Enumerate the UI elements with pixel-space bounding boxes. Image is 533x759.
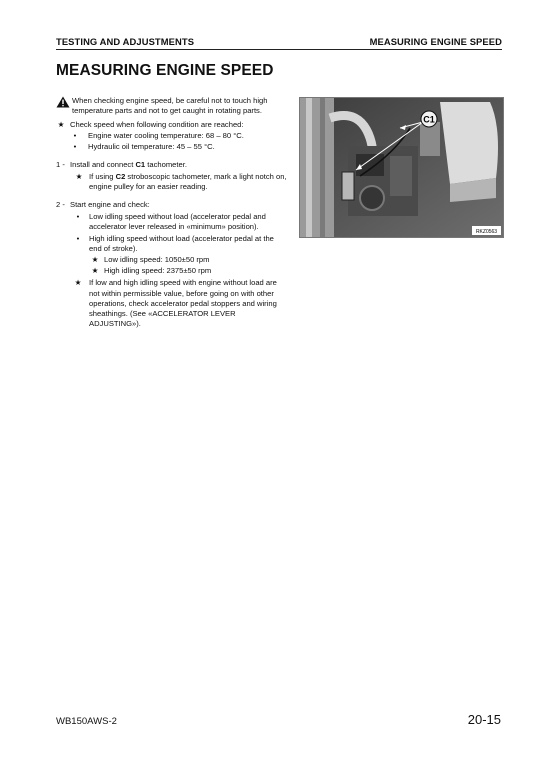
star-icon: ★ [75, 171, 83, 181]
page-title: MEASURING ENGINE SPEED [56, 62, 274, 79]
high-idling-item [56, 234, 288, 254]
step-1-note-pre: If using [89, 171, 116, 181]
step-1-text-pre: Install and connect [70, 160, 136, 170]
warning-text: When checking engine speed, be careful not to touch high temperature parts and not to get caught in rotating parts. [72, 96, 268, 116]
step-number: 1 - [56, 160, 65, 170]
photo-code: RKZ0563 [475, 229, 498, 235]
star-icon: ★ [57, 120, 65, 130]
idling-note-text: If low and high idling speed with engine without load are not within permissible value, before going on with other operations, check accelerator pedal stoppers and wiring sheathings. (See «ACCELERATOR LEVER ADJUSTING»). [89, 278, 277, 328]
low-idling-text: Low idling speed without load (accelerator pedal and accelerator lever released in «minimum» position). [89, 211, 266, 231]
step-2-text: Start engine and check: [70, 199, 150, 209]
condition-item-text: Engine water cooling temperature: 68 – 80 °C. [88, 131, 244, 141]
header-section-title: TESTING AND ADJUSTMENTS [56, 36, 195, 47]
low-idling-spec-text: Low idling speed: 1050±50 rpm [104, 255, 210, 265]
star-icon: ★ [91, 255, 99, 265]
footer-page-number: 20-15 [467, 712, 501, 727]
step-1-tool-code: C1 [135, 160, 146, 170]
step-1-note-tool-code: C2 [115, 171, 126, 181]
high-idling-text: High idling speed without load (accelerator pedal at the end of stroke). [89, 234, 274, 254]
step-2 [56, 200, 288, 210]
high-idling-spec [56, 266, 288, 276]
step-1-note-post: stroboscopic tachometer, mark a light notch on, engine pulley for an easier reading. [89, 171, 287, 191]
high-idling-spec-text: High idling speed: 2375±50 rpm [104, 266, 212, 276]
bullet-icon: • [73, 131, 77, 141]
warning-triangle-icon [56, 96, 70, 108]
low-idling-item [56, 212, 288, 232]
engine-photo-illustration [300, 98, 503, 237]
bullet-icon: • [76, 211, 80, 221]
photo-callout: C1 [423, 114, 435, 125]
step-1-note [56, 172, 288, 192]
text-column [56, 96, 288, 329]
footer-model: WB150AWS-2 [56, 716, 117, 727]
header-page-topic: MEASURING ENGINE SPEED [369, 36, 502, 47]
low-idling-spec [56, 255, 288, 265]
star-icon: ★ [74, 278, 82, 288]
step-number: 2 - [56, 199, 65, 209]
header-rule [56, 49, 502, 50]
condition-item-text: Hydraulic oil temperature: 45 – 55 °C. [88, 142, 215, 152]
step-1-text-post: tachometer. [145, 160, 187, 170]
warning-note [56, 96, 288, 116]
check-condition-text: Check speed when following condition are reached: [70, 120, 244, 130]
engine-photo [299, 97, 504, 238]
bullet-icon: • [73, 142, 77, 152]
check-condition [56, 120, 288, 130]
idling-note [56, 278, 288, 328]
bullet-icon: • [76, 234, 80, 244]
condition-item [56, 142, 288, 152]
condition-item [56, 131, 288, 141]
step-1 [56, 160, 288, 170]
star-icon: ★ [91, 266, 99, 276]
